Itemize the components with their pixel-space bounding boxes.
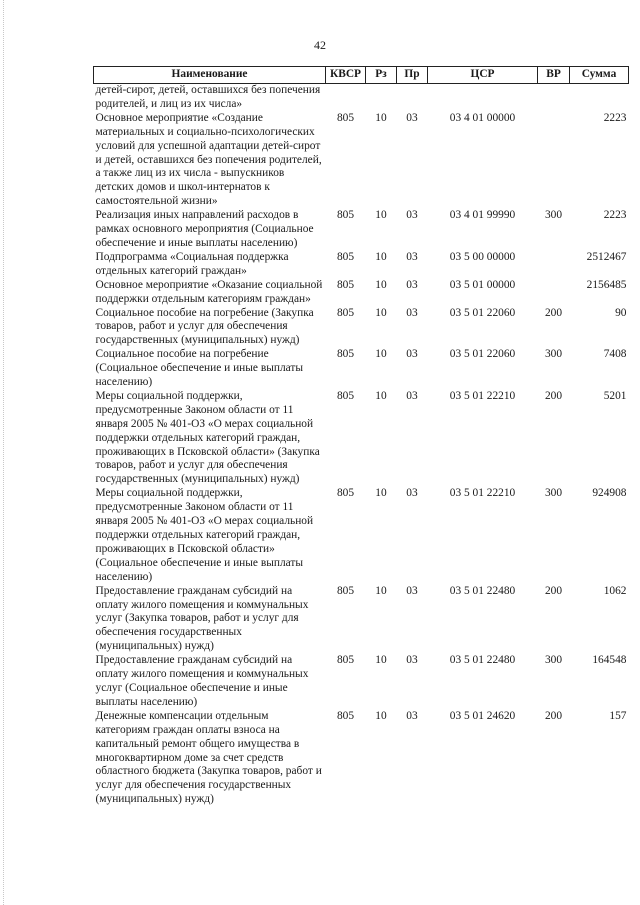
row-name: Меры социальной поддержки, предусмотренные Законом области от 11 января 2005 № 401-ОЗ «О мерах социальной поддержки отдельных категорий граждан, проживающих в Псковской области» (Закупка товаров, работ и услуг для обеспечения государственных (муниципальных) нужд)	[95, 389, 320, 486]
row-rz: 10	[375, 584, 387, 597]
row-vr: 300	[544, 654, 563, 667]
row-name: Меры социальной поддержки, предусмотренные Законом области от 11 января 2005 № 401-ОЗ «О мерах социальной поддержки отдельных категорий граждан, проживающих в Псковской области» (Социальное обеспечение и иные выплаты населению)	[95, 487, 314, 583]
row-pr: 03	[406, 709, 418, 722]
row-kvsr: 805	[336, 348, 355, 361]
row-kvsr: 805	[336, 111, 355, 124]
row-sum: 1062	[603, 584, 627, 597]
row-vr: 200	[544, 389, 563, 402]
row-pr: 03	[406, 278, 418, 291]
row-vr: 300	[544, 487, 563, 500]
row-csr: 03 4 01 00000	[449, 111, 516, 124]
row-csr: 03 5 01 00000	[449, 278, 516, 291]
table-header-row	[94, 67, 629, 84]
row-sum: 2223	[603, 209, 627, 222]
row-pr: 03	[406, 389, 418, 402]
table-row	[94, 251, 629, 279]
table-row	[94, 307, 629, 349]
column-header-csr: ЦСР	[428, 67, 538, 84]
row-sum	[570, 84, 629, 112]
budget-table	[93, 66, 629, 807]
row-rz: 10	[375, 654, 387, 667]
row-pr: 03	[406, 209, 418, 222]
row-rz: 10	[375, 250, 387, 263]
row-kvsr: 805	[336, 389, 355, 402]
row-sum: 164548	[592, 654, 627, 667]
row-vr: 200	[544, 306, 563, 319]
row-name: Денежные компенсации отдельным категориям граждан оплаты взноса на капитальный ремонт общего имущества в многоквартирном доме за счет средств областного бюджета (Закупка товаров, работ и услуг для обеспечения государственных (муниципальных) нужд)	[95, 709, 322, 806]
table-row	[94, 710, 629, 807]
row-kvsr	[326, 84, 366, 112]
row-pr: 03	[406, 487, 418, 500]
row-csr: 03 5 00 00000	[449, 250, 516, 263]
row-sum: 5201	[603, 389, 627, 402]
row-vr: 300	[544, 348, 563, 361]
column-header-name: Наименование	[94, 67, 326, 84]
row-pr: 03	[406, 250, 418, 263]
column-header-sum: Сумма	[570, 67, 629, 84]
row-rz	[366, 84, 397, 112]
row-sum: 2512467	[586, 250, 627, 263]
row-sum: 2223	[603, 111, 627, 124]
row-pr: 03	[406, 111, 418, 124]
row-pr: 03	[406, 654, 418, 667]
row-csr: 03 5 01 22060	[449, 306, 516, 319]
column-header-pr: Пр	[397, 67, 428, 84]
column-header-vr: ВР	[538, 67, 570, 84]
row-rz: 10	[375, 709, 387, 722]
row-kvsr: 805	[336, 209, 355, 222]
row-rz: 10	[375, 348, 387, 361]
row-kvsr: 805	[336, 654, 355, 667]
row-csr: 03 5 01 22210	[449, 487, 516, 500]
row-name: Социальное пособие на погребение (Социальное обеспечение и иные выплаты населению)	[95, 348, 304, 389]
row-sum: 924908	[592, 487, 627, 500]
table-row	[94, 390, 629, 487]
row-kvsr: 805	[336, 584, 355, 597]
row-name: Предоставление гражданам субсидий на оплату жилого помещения и коммунальных услуг (Социальное обеспечение и иные выплаты населению)	[95, 654, 309, 708]
table-row	[94, 84, 629, 112]
row-pr: 03	[406, 348, 418, 361]
row-kvsr: 805	[336, 250, 355, 263]
row-name: детей-сирот, детей, оставшихся без попечения родителей, и лиц из их числа»	[95, 84, 321, 110]
table-row	[94, 112, 629, 209]
row-csr: 03 5 01 22210	[449, 389, 516, 402]
row-kvsr: 805	[336, 487, 355, 500]
row-sum: 2156485	[586, 278, 627, 291]
row-rz: 10	[375, 389, 387, 402]
row-vr	[538, 279, 570, 307]
row-name: Основное мероприятие «Создание материальных и социально-психологических условий для успешной адаптации детей-сирот и детей, оставшихся без попечения родителей, а также лиц из их числа - выпускников детских домов и школ-интернатов к самостоятельной жизни»	[95, 111, 322, 208]
row-rz: 10	[375, 306, 387, 319]
table-row	[94, 654, 629, 710]
row-csr: 03 5 01 24620	[449, 709, 516, 722]
row-vr: 300	[544, 209, 563, 222]
row-kvsr: 805	[336, 306, 355, 319]
row-vr	[538, 251, 570, 279]
row-name: Социальное пособие на погребение (Закупка товаров, работ и услуг для обеспечения государственных (муниципальных) нужд)	[95, 306, 314, 347]
row-rz: 10	[375, 278, 387, 291]
row-vr	[538, 112, 570, 209]
row-pr: 03	[406, 306, 418, 319]
row-name: Основное мероприятие «Оказание социальной поддержки отдельным категориям граждан»	[95, 278, 323, 305]
row-rz: 10	[375, 111, 387, 124]
row-pr	[397, 84, 428, 112]
row-sum: 90	[615, 306, 627, 319]
row-sum: 7408	[603, 348, 627, 361]
table-row	[94, 487, 629, 584]
row-vr: 200	[544, 584, 563, 597]
row-sum: 157	[609, 709, 627, 722]
table-row	[94, 209, 629, 251]
table-row	[94, 348, 629, 390]
row-rz: 10	[375, 209, 387, 222]
row-csr: 03 5 01 22480	[449, 654, 516, 667]
row-name: Предоставление гражданам субсидий на оплату жилого помещения и коммунальных услуг (Закупка товаров, работ и услуг для обеспечения государственных (муниципальных) нужд)	[95, 584, 309, 653]
row-kvsr: 805	[336, 709, 355, 722]
scan-edge	[3, 0, 4, 905]
row-name: Подпрограмма «Социальная поддержка отдельных категорий граждан»	[95, 250, 289, 277]
row-name: Реализация иных направлений расходов в рамках основного мероприятия (Социальное обеспечение и иные выплаты населению)	[95, 209, 314, 249]
column-header-rz: Рз	[366, 67, 397, 84]
row-csr	[428, 84, 538, 112]
row-csr: 03 4 01 99990	[449, 209, 516, 222]
row-rz: 10	[375, 487, 387, 500]
row-csr: 03 5 01 22060	[449, 348, 516, 361]
table-row	[94, 585, 629, 655]
column-header-kvsr: КВСР	[326, 67, 366, 84]
row-pr: 03	[406, 584, 418, 597]
page-number: 42	[314, 38, 326, 52]
row-csr: 03 5 01 22480	[449, 584, 516, 597]
table-row	[94, 279, 629, 307]
row-vr: 200	[544, 709, 563, 722]
row-vr	[538, 84, 570, 112]
row-kvsr: 805	[336, 278, 355, 291]
